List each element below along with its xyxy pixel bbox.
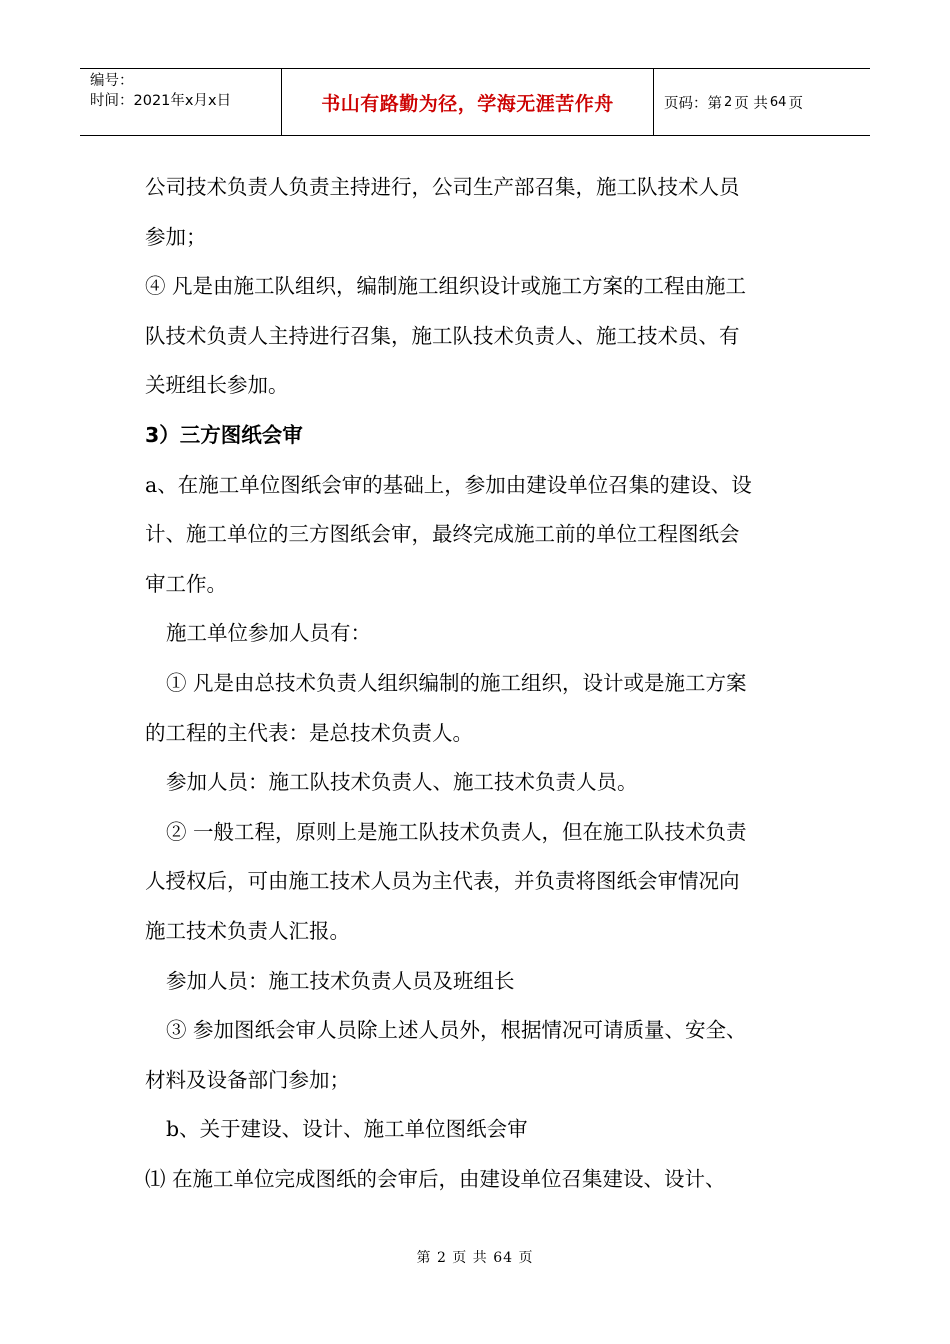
body-line: 的工程的主代表：是总技术负责人。 <box>145 720 473 745</box>
body-line: 公司技术负责人负责主持进行，公司生产部召集，施工队技术人员 <box>145 175 740 199</box>
body-line: 计、施工单位的三方图纸会审，最终完成施工前的单位工程图纸会 <box>145 522 740 547</box>
body-line: ① 凡是由总技术负责人组织编制的施工组织，设计或是施工方案 <box>166 670 747 695</box>
page-current: 2 <box>724 94 733 110</box>
body-line: a、在施工单位图纸会审的基础上，参加由建设单位召集的建设、设 <box>145 472 752 497</box>
page-footer: 第 2 页 共 64 页 <box>416 1250 534 1266</box>
page-mid: 页 共 <box>734 95 768 112</box>
body-line: 施工单位参加人员有： <box>166 621 371 646</box>
page-label: 页码：第 <box>664 95 722 112</box>
section-heading: 3）三方图纸会审 <box>145 422 303 447</box>
document-header <box>80 68 870 136</box>
body-line: 审工作。 <box>145 571 227 596</box>
header-page-cell <box>654 69 870 135</box>
body-line: 人授权后，可由施工技术人员为主代表，并负责将图纸会审情况向 <box>145 869 740 894</box>
body-line: ④ 凡是由施工队组织，编制施工组织设计或施工方案的工程由施工 <box>145 274 747 299</box>
body-line: 参加； <box>145 224 207 249</box>
page-total: 64 <box>769 94 787 110</box>
header-motto-cell <box>282 69 654 135</box>
document-time-label: 时间：2021年x月x日 <box>90 93 232 109</box>
document-number-label: 编号： <box>90 73 134 89</box>
body-line: ② 一般工程，原则上是施工队技术负责人，但在施工队技术负责 <box>166 819 747 844</box>
page-end: 页 <box>788 95 803 112</box>
header-meta-cell <box>80 69 282 135</box>
body-line: 参加人员：施工技术负责人员及班组长 <box>166 968 515 993</box>
header-motto: 书山有路勤为径，学海无涯苦作舟 <box>321 92 614 115</box>
body-line: ③ 参加图纸会审人员除上述人员外，根据情况可请质量、安全、 <box>166 1018 747 1043</box>
document-body <box>145 163 810 1204</box>
body-line: 施工技术负责人汇报。 <box>145 918 350 943</box>
body-line: 关班组长参加。 <box>145 373 289 398</box>
body-line: 参加人员：施工队技术负责人、施工技术负责人员。 <box>166 770 638 795</box>
body-line: 材料及设备部门参加； <box>145 1067 350 1092</box>
body-line: 队技术负责人主持进行召集，施工队技术负责人、施工技术员、有 <box>145 323 740 348</box>
body-line: b、关于建设、设计、施工单位图纸会审 <box>166 1117 528 1142</box>
body-line: ⑴ 在施工单位完成图纸的会审后，由建设单位召集建设、设计、 <box>145 1166 726 1191</box>
